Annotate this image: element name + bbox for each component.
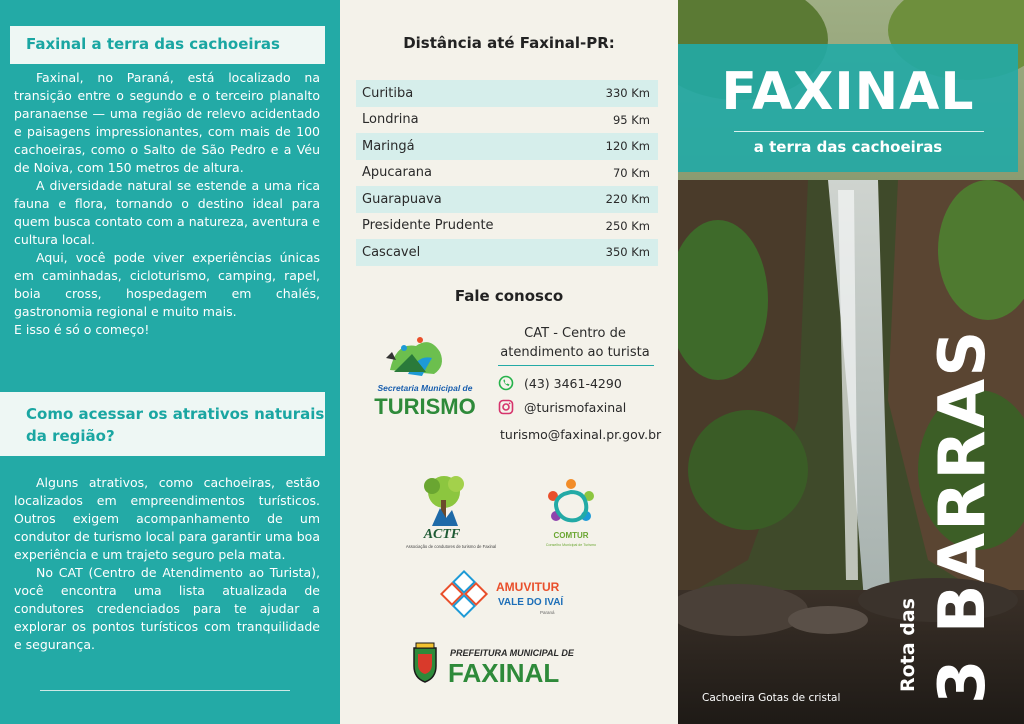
distance: 350 Km <box>605 245 650 260</box>
intro-text <box>14 69 320 339</box>
table-row <box>356 160 658 187</box>
logo-text: PREFEITURA MUNICIPAL DE <box>450 648 574 658</box>
secretaria-turismo-logo <box>360 328 490 420</box>
amuvitur-logo <box>440 566 580 624</box>
logo-text: ACTF <box>423 527 461 542</box>
instagram-handle: @turismofaxinal <box>524 399 627 415</box>
distance: 70 Km <box>612 165 650 180</box>
instagram-icon <box>498 399 514 415</box>
city: Guarapuava <box>362 191 442 207</box>
logo-text: Paraná <box>540 610 555 615</box>
left-panel <box>0 0 340 724</box>
rota-label: Rota das <box>897 598 919 692</box>
table-row <box>356 186 658 213</box>
section-title-access: Como acessar os atrativos naturais da região? <box>0 392 325 456</box>
photo-caption: Cachoeira Gotas de cristal <box>702 692 841 704</box>
phone-row <box>498 375 622 391</box>
table-row <box>356 239 658 266</box>
page-subtitle: a terra das cachoeiras <box>753 138 943 156</box>
logo-text: TURISMO <box>374 394 476 419</box>
distance: 220 Km <box>605 192 650 207</box>
cat-label: CAT - Centro de atendimento ao turista <box>500 326 650 360</box>
paragraph: Alguns atrativos, como cachoeiras, estão localizados em empreendimentos turísticos. Outros exigem acompanhamento de um condutor de turismo local para garantir uma boa experiência e um trajeto seguro pela mata. <box>14 475 320 562</box>
divider <box>40 690 290 691</box>
distance: 120 Km <box>605 139 650 154</box>
logo-text: VALE DO IVAÍ <box>498 597 564 608</box>
paragraph: E isso é só o começo! <box>14 322 150 337</box>
table-row <box>356 80 658 107</box>
paragraph: Faxinal, no Paraná, está localizado na transição entre o segundo e o terceiro planalto paranaense — uma região de relevo acidentado e paisagens impressionantes, com mais de 100 cachoeiras, como o Salto de São Pedro e a Véu de Noiva, com 150 metros de altura. <box>14 70 320 175</box>
city: Maringá <box>362 138 415 154</box>
right-panel <box>678 0 1024 724</box>
logo-text: Associação de condutores de turismo de Faxinal <box>405 544 497 549</box>
whatsapp-icon <box>498 375 514 391</box>
divider <box>498 365 654 366</box>
table-row <box>356 107 658 134</box>
contact-title: Fale conosco <box>454 287 564 305</box>
comtur-logo <box>536 474 606 554</box>
divider <box>734 131 984 132</box>
city: Apucarana <box>362 165 433 181</box>
paragraph: Aqui, você pode viver experiências únicas em caminhadas, cicloturismo, camping, rapel, boia cross, hospedagem em chalés, gastronomia regional e muito mais. <box>14 250 320 319</box>
logo-text: AMUVITUR <box>496 580 560 594</box>
distance: 250 Km <box>605 218 650 233</box>
city: Cascavel <box>362 244 421 260</box>
paragraph: No CAT (Centro de Atendimento ao Turista), você encontra uma lista atualizada de condutores credenciados para te ajudar a explorar os pontos turísticos com tranquilidade e segurança. <box>14 565 320 652</box>
distance-title: Distância até Faxinal-PR: <box>403 34 615 52</box>
city: Curitiba <box>362 85 414 101</box>
logo-text: Secretaria Municipal de <box>377 383 473 393</box>
logo-text: Conselho Municipal de Turismo <box>545 543 597 547</box>
distance-table <box>356 80 658 266</box>
instagram-row <box>498 399 626 415</box>
barras-title: 3 BARRAS <box>926 328 1000 704</box>
distance: 330 Km <box>605 86 650 101</box>
logo-text: COMTUR <box>553 531 589 540</box>
actf-logo <box>396 470 506 554</box>
section-title-faxinal: Faxinal a terra das cachoeiras <box>10 26 325 64</box>
city: Presidente Prudente <box>362 218 494 234</box>
paragraph: A diversidade natural se estende a uma rica fauna e flora, tornando o destino ideal para quem busca contato com a natureza, aventura e cultura local. <box>14 178 320 247</box>
phone-number: (43) 3461-4290 <box>524 375 622 391</box>
email: turismo@faxinal.pr.gov.br <box>500 427 662 442</box>
city: Londrina <box>362 112 419 128</box>
middle-panel <box>340 0 678 724</box>
prefeitura-faxinal-logo <box>406 640 620 688</box>
page-title: FAXINAL <box>721 62 975 122</box>
title-banner <box>678 44 1018 172</box>
access-text <box>14 474 320 654</box>
distance: 95 Km <box>612 112 650 127</box>
logo-text: FAXINAL <box>448 658 560 688</box>
table-row <box>356 213 658 240</box>
table-row <box>356 133 658 160</box>
